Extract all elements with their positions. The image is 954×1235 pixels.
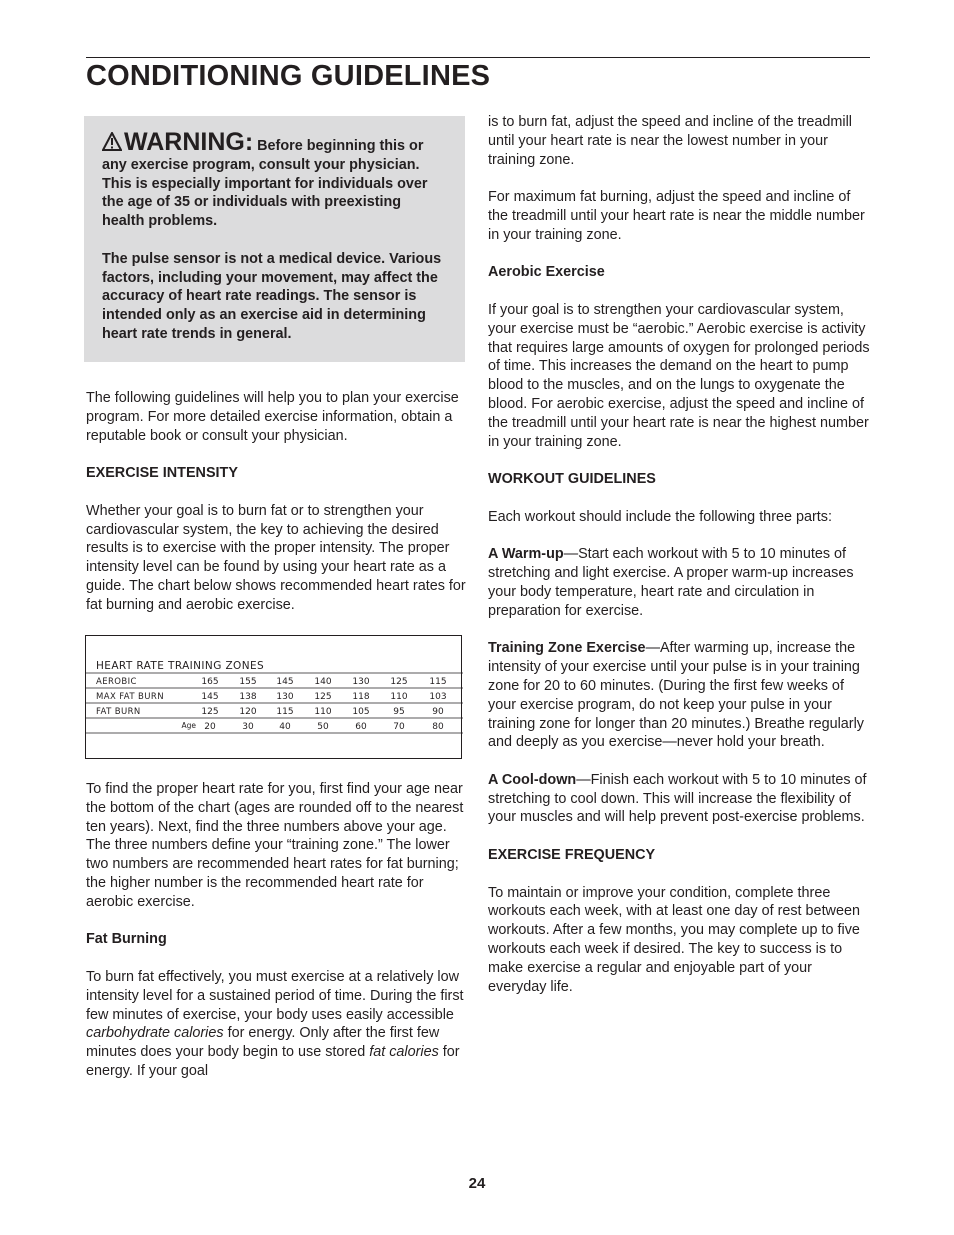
cell-2-3: 110 xyxy=(314,707,332,717)
frequency-heading: EXERCISE FREQUENCY xyxy=(488,847,656,864)
frequency-paragraph: To maintain or improve your condition, complete three workouts each week, with at least one day of rest between workouts. After a few months, you may complete up to five workouts each week if desired. The key to success is to make exercise a regular and enjoyable part of your everyday life. xyxy=(488,884,860,995)
page-title: CONDITIONING GUIDELINES xyxy=(86,60,491,92)
age-cell-0: 20 xyxy=(204,722,216,732)
age-cell-5: 70 xyxy=(393,722,405,732)
fat-em-2: fat calories xyxy=(369,1044,439,1061)
fat-burning-paragraph xyxy=(86,968,468,1081)
zone-text: —After warming up, increase the intensity of your exercise until your pulse is in your training zone for 20 to 60 minutes. (During the first few weeks of your exercise program, do not keep your pulse in your training zone for longer than 20 minutes.) Breathe regularly and deeply as you exercise—never hold your breath. xyxy=(488,640,864,751)
fat-cont-paragraph-2: For maximum fat burning, adjust the speed and incline of the treadmill until your heart rate is near the middle number in your training zone. xyxy=(488,189,865,243)
cooldown-text: —Finish each workout with 5 to 10 minutes of stretching to cool down. This will increase the flexibility of your muscles and will help prevent post-exercise problems. xyxy=(488,771,867,826)
workout-intro: Each workout should include the following three parts: xyxy=(488,508,832,525)
warning-text-2: The pulse sensor is not a medical device. Various factors, including your movement, may affect the accuracy of heart rate readings. The sensor is intended only as an exercise aid in determining heart rate trends in general. xyxy=(102,250,442,342)
aerobic-heading: Aerobic Exercise xyxy=(488,264,605,281)
age-cell-1: 30 xyxy=(242,722,254,732)
workout-heading: WORKOUT GUIDELINES xyxy=(488,471,656,488)
age-cell-2: 40 xyxy=(279,722,291,732)
left-column-lower xyxy=(86,780,468,1100)
fat-text-2: for energy. Only after the first few minutes does your body begin to use stored xyxy=(86,1025,440,1061)
heart-rate-table xyxy=(86,636,463,760)
cell-2-1: 120 xyxy=(239,707,257,717)
cell-1-6: 103 xyxy=(429,692,447,702)
chart-title: HEART RATE TRAINING ZONES xyxy=(96,660,265,672)
find-rate-paragraph: To find the proper heart rate for you, first find your age near the bottom of the chart (ages are rounded off to the nearest ten years). Next, find the three numbers above your age. The three numbers define your “training zone.” The lower two numbers are recommended heart rates for fat burning; the higher number is the recommended heart rate for aerobic exercise. xyxy=(86,781,464,910)
zone-label: Training Zone Exercise xyxy=(488,640,646,657)
cell-0-6: 115 xyxy=(429,677,447,687)
cell-2-6: 90 xyxy=(432,707,444,717)
heart-rate-chart xyxy=(85,635,462,759)
row-label-2: FAT BURN xyxy=(96,707,141,717)
zone-paragraph xyxy=(488,639,870,752)
fat-em-1: carbohydrate calories xyxy=(86,1025,224,1042)
warning-box xyxy=(84,116,465,362)
age-label: Age xyxy=(181,721,196,730)
cell-1-4: 118 xyxy=(352,692,370,702)
cell-1-5: 110 xyxy=(390,692,408,702)
cell-2-5: 95 xyxy=(393,707,405,717)
warning-para-1 xyxy=(102,128,447,231)
cell-0-0: 165 xyxy=(201,677,219,687)
row-label-0: AEROBIC xyxy=(96,677,137,687)
cell-0-3: 140 xyxy=(314,677,332,687)
warning-triangle-icon xyxy=(102,132,122,151)
row-label-1: MAX FAT BURN xyxy=(96,692,164,702)
left-column xyxy=(86,389,468,633)
right-column xyxy=(488,113,870,1015)
cell-2-4: 105 xyxy=(352,707,370,717)
age-cell-4: 60 xyxy=(355,722,367,732)
cooldown-label: A Cool-down xyxy=(488,771,577,788)
fat-cont-paragraph-1: is to burn fat, adjust the speed and incline of the treadmill until your heart rate is near the lowest number in your training zone. xyxy=(488,114,852,168)
fat-text-3: for energy. If your goal xyxy=(86,1044,460,1079)
fat-burning-heading: Fat Burning xyxy=(86,931,167,948)
intro-paragraph: The following guidelines will help you to plan your exercise program. For more detailed exercise information, obtain a reputable book or consult your physician. xyxy=(86,390,459,444)
warmup-label: A Warm-up xyxy=(488,546,564,563)
exercise-intensity-paragraph: Whether your goal is to burn fat or to strengthen your cardiovascular system, the key to achieving the desired results is to exercise with the proper intensity. The proper intensity level can be found by using your heart rate as a guide. The chart below shows recommended heart rates for fat burning and aerobic exercise. xyxy=(86,502,466,613)
cell-0-4: 130 xyxy=(352,677,370,687)
cell-0-1: 155 xyxy=(239,677,257,687)
cell-1-3: 125 xyxy=(314,692,332,702)
exercise-intensity-heading: EXERCISE INTENSITY xyxy=(86,465,238,482)
cell-1-0: 145 xyxy=(201,692,219,702)
top-rule xyxy=(86,57,870,58)
cell-0-5: 125 xyxy=(390,677,408,687)
aerobic-paragraph: If your goal is to strengthen your cardiovascular system, your exercise must be “aerobic.” Aerobic exercise is activity that requires large amounts of oxygen for prolonged periods of time. This increases the demand on the heart to pump blood to the muscles, and on the lungs to oxygenate the blood. For aerobic exercise, adjust the speed and incline of the treadmill until your heart rate is near the highest number in your training zone. xyxy=(488,301,870,450)
cell-1-2: 130 xyxy=(276,692,294,702)
cooldown-paragraph xyxy=(488,771,870,827)
warning-heading: WARNING: xyxy=(124,128,254,156)
age-cell-3: 50 xyxy=(317,722,329,732)
fat-text-1: To burn fat effectively, you must exercise at a relatively low intensity level for a sustained period of time. During the first few minutes of exercise, your body uses easily accessible xyxy=(86,968,464,1023)
page-number: 24 xyxy=(468,1175,486,1192)
cell-2-0: 125 xyxy=(201,707,219,717)
cell-0-2: 145 xyxy=(276,677,294,687)
warning-text-1: Before beginning this or any exercise program, consult your physician. This is especially important for individuals over the age of 35 or individuals with preexisting health problems. xyxy=(102,138,428,230)
age-cell-6: 80 xyxy=(432,722,444,732)
cell-2-2: 115 xyxy=(276,707,294,717)
warmup-paragraph xyxy=(488,545,870,620)
cell-1-1: 138 xyxy=(239,692,257,702)
warmup-text: —Start each workout with 5 to 10 minutes of stretching and light exercise. A proper warm-up increases your body temperature, heart rate and circulation in preparation for exercise. xyxy=(488,546,854,619)
